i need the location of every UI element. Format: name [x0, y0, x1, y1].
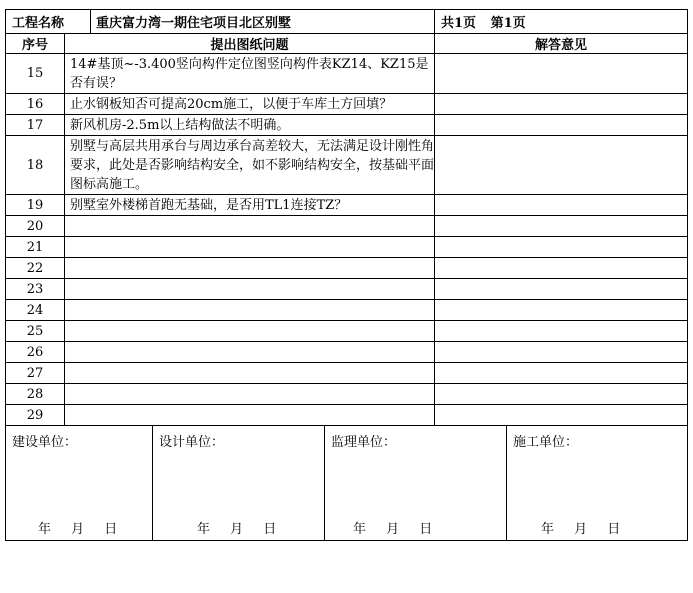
column-header-index: 序号 [6, 34, 65, 54]
row-number: 25 [6, 321, 65, 342]
row-answer [435, 405, 688, 426]
row-question: 新风机房-2.5m以上结构做法不明确。 [65, 115, 435, 136]
column-header-question: 提出图纸问题 [65, 34, 435, 54]
table-row [6, 216, 688, 237]
row-question [65, 258, 435, 279]
row-question [65, 363, 435, 384]
drawing-review-form [5, 9, 687, 541]
row-number: 26 [6, 342, 65, 363]
row-number: 21 [6, 237, 65, 258]
row-number: 27 [6, 363, 65, 384]
signature-unit-label: 设计单位： [159, 435, 225, 450]
signature-designer [153, 426, 325, 541]
row-number: 17 [6, 115, 65, 136]
row-number: 24 [6, 300, 65, 321]
row-number: 28 [6, 384, 65, 405]
table-row [6, 54, 688, 94]
table-row [6, 237, 688, 258]
row-answer [435, 342, 688, 363]
signature-contractor [507, 426, 688, 541]
column-header-row [6, 34, 688, 54]
row-answer [435, 300, 688, 321]
signature-date: 年 月 日 [353, 522, 433, 537]
page-info: 共1页 第1页 [435, 10, 688, 34]
header-row [6, 10, 688, 34]
table-row [6, 342, 688, 363]
row-number: 15 [6, 54, 65, 94]
signature-unit-label: 施工单位： [513, 435, 579, 450]
row-answer [435, 195, 688, 216]
row-answer [435, 258, 688, 279]
table-row [6, 136, 688, 195]
column-header-answer: 解答意见 [435, 34, 688, 54]
row-question [65, 321, 435, 342]
questions-table [5, 33, 688, 426]
row-question: 别墅室外楼梯首跑无基础，是否用TL1连接TZ？ [65, 195, 435, 216]
row-question: 别墅与高层共用承台与周边承台高差较大，无法满足设计刚性角要求，此处是否影响结构安全，如不影响结构安全，按基础平面图标高施工。 [65, 136, 435, 195]
table-row [6, 115, 688, 136]
row-number: 20 [6, 216, 65, 237]
signature-supervisor [325, 426, 507, 541]
row-answer [435, 321, 688, 342]
row-question [65, 279, 435, 300]
signature-date: 年 月 日 [197, 522, 277, 537]
signature-owner [6, 426, 153, 541]
table-row [6, 258, 688, 279]
header-table [5, 9, 688, 34]
row-question [65, 216, 435, 237]
row-question [65, 300, 435, 321]
row-answer [435, 115, 688, 136]
signature-unit-label: 监理单位： [331, 435, 397, 450]
row-question [65, 342, 435, 363]
row-number: 16 [6, 94, 65, 115]
table-row [6, 279, 688, 300]
table-row [6, 300, 688, 321]
table-row [6, 363, 688, 384]
row-answer [435, 279, 688, 300]
signature-unit-label: 建设单位： [12, 435, 78, 450]
row-answer [435, 237, 688, 258]
row-answer [435, 363, 688, 384]
signature-date: 年 月 日 [541, 522, 621, 537]
row-question [65, 237, 435, 258]
row-number: 22 [6, 258, 65, 279]
project-label: 工程名称 [6, 10, 91, 34]
row-question [65, 405, 435, 426]
row-answer [435, 136, 688, 195]
row-question [65, 384, 435, 405]
table-row [6, 384, 688, 405]
signature-date: 年 月 日 [38, 522, 118, 537]
table-row [6, 321, 688, 342]
row-number: 19 [6, 195, 65, 216]
table-row [6, 195, 688, 216]
table-row [6, 94, 688, 115]
row-answer [435, 384, 688, 405]
row-answer [435, 216, 688, 237]
project-name: 重庆富力湾一期住宅项目北区别墅 [91, 10, 435, 34]
row-number: 29 [6, 405, 65, 426]
row-answer [435, 94, 688, 115]
table-row [6, 405, 688, 426]
row-question: 14#基顶~-3.400竖向构件定位图竖向构件表KZ14、KZ15是否有误？ [65, 54, 435, 94]
row-question: 止水钢板知否可提高20cm施工，以便于车库土方回填？ [65, 94, 435, 115]
row-number: 18 [6, 136, 65, 195]
signature-table [5, 425, 688, 541]
row-number: 23 [6, 279, 65, 300]
signature-row [6, 426, 688, 541]
row-answer [435, 54, 688, 94]
